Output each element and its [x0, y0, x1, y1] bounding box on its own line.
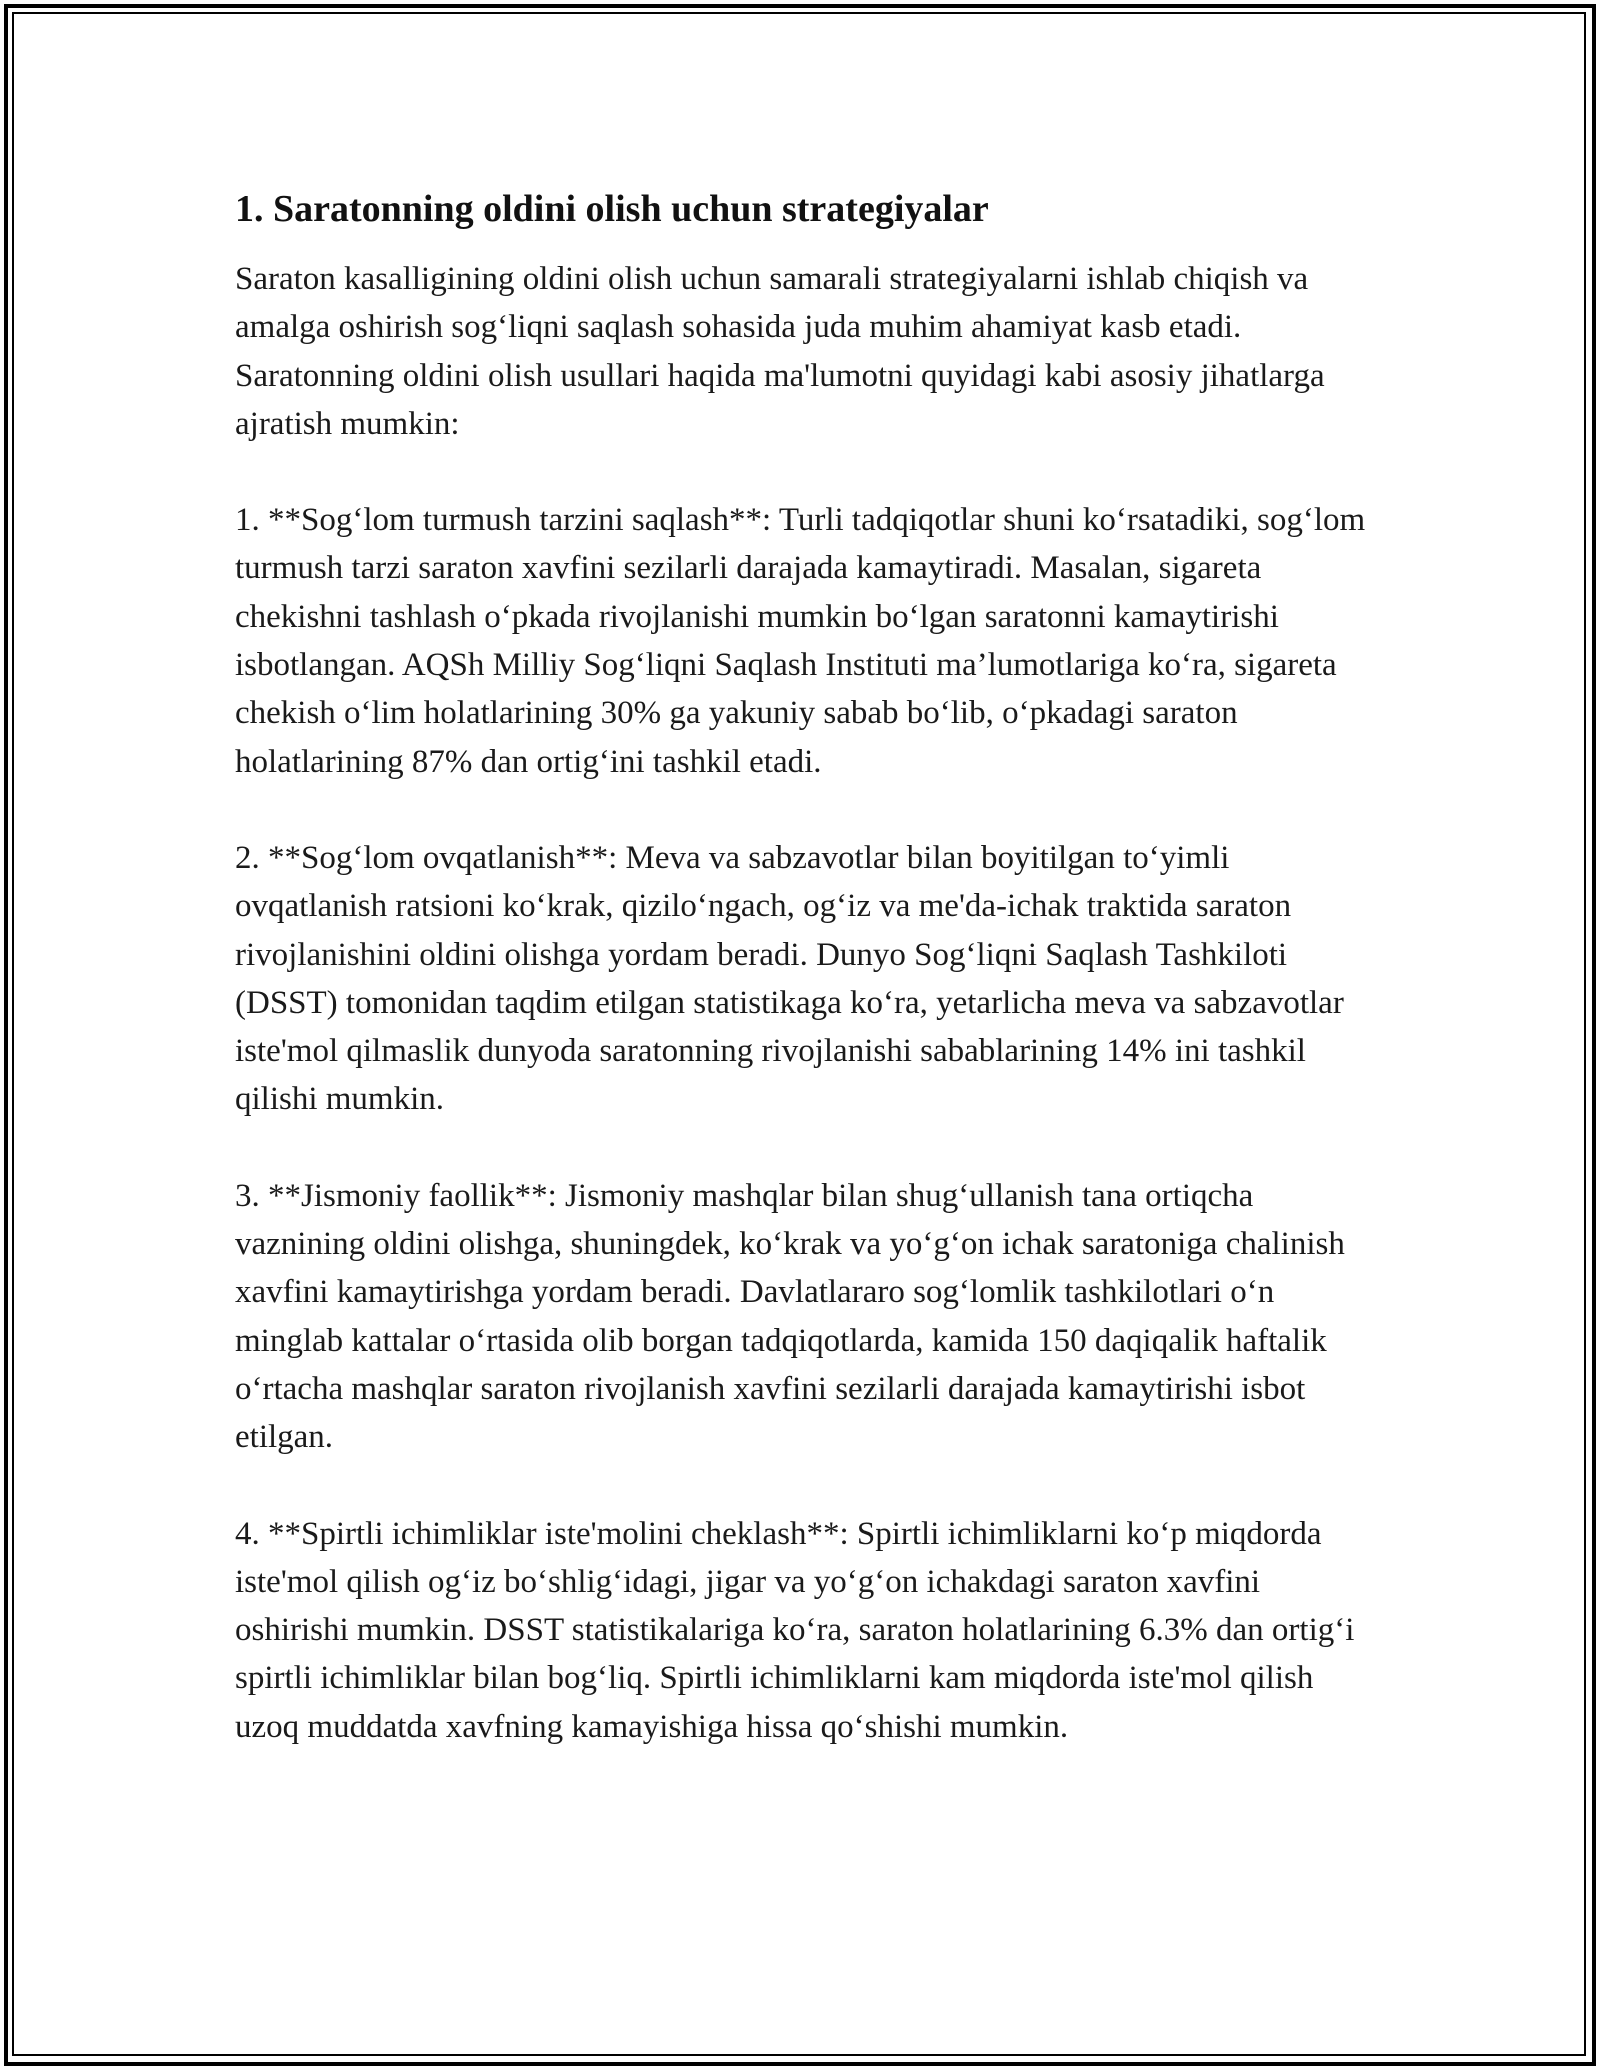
section-title: 1. Saratonning oldini olish uchun strategiyalar: [235, 188, 989, 230]
document-body: [235, 185, 1375, 1799]
paragraph-healthy-nutrition: 2. **Sog‘lom ovqatlanish**: Meva va sabzavotlar bilan boyitilgan to‘yimli ovqatlanish ratsioni ko‘krak, qizilo‘ngach, og‘iz va me'da-ichak traktida saraton rivojlanishini oldini olishga yordam beradi. Dunyo Sog‘liqni Saqlash Tashkiloti (DSST) tomonidan taqdim etilgan statistikaga ko‘ra, yetarlicha meva va sabzavotlar iste'mol qilmaslik dunyoda saratonning rivojlanishi sabablarining 14% ini tashkil qilishi mumkin.: [235, 839, 1344, 1118]
paragraph-alcohol-limit: 4. **Spirtli ichimliklar iste'molini cheklash**: Spirtli ichimliklarni ko‘p miqdorda iste'mol qilish og‘iz bo‘shlig‘idagi, jigar va yo‘g‘on ichakdagi saraton xavfini oshirishi mumkin. DSST statistikalariga ko‘ra, saraton holatlarining 6.3% dan ortig‘i spirtli ichimliklar bilan bog‘liq. Spirtli ichimliklarni kam miqdorda iste'mol qilish uzoq muddatda xavfning kamayishiga hissa qo‘shishi mumkin.: [235, 1515, 1355, 1745]
paragraph-healthy-lifestyle: 1. **Sog‘lom turmush tarzini saqlash**: Turli tadqiqotlar shuni ko‘rsatadiki, sog‘lom turmush tarzi saraton xavfini sezilarli darajada kamaytiradi. Masalan, sigareta chekishni tashlash o‘pkada rivojlanishi mumkin bo‘lgan saratonni kamaytirishi isbotlangan. AQSh Milliy Sog‘liqni Saqlash Instituti ma’lumotlariga ko‘ra, sigareta chekish o‘lim holatlarining 30% ga yakuniy sabab bo‘lib, o‘pkadagi saraton holatlarining 87% dan ortig‘ini tashkil etadi.: [235, 502, 1366, 780]
intro-paragraph: Saraton kasalligining oldini olish uchun samarali strategiyalarni ishlab chiqish va amalga oshirish sog‘liqni saqlash sohasida juda muhim ahamiyat kasb etadi. Saratonning oldini olish usullari haqida ma'lumotni quyidagi kabi asosiy jihatlarga ajratish mumkin:: [235, 261, 1325, 442]
paragraph-physical-activity: 3. **Jismoniy faollik**: Jismoniy mashqlar bilan shug‘ullanish tana ortiqcha vaznining oldini olishga, shuningdek, ko‘krak va yo‘g‘on ichak saratoniga chalinish xavfini kamaytirishga yordam beradi. Davlatlararo sog‘lomlik tashkilotlari o‘n minglab kattalar o‘rtasida olib borgan tadqiqotlarda, kamida 150 daqiqalik haftalik o‘rtacha mashqlar saraton rivojlanish xavfini sezilarli darajada kamaytirishi isbot etilgan.: [235, 1177, 1345, 1456]
